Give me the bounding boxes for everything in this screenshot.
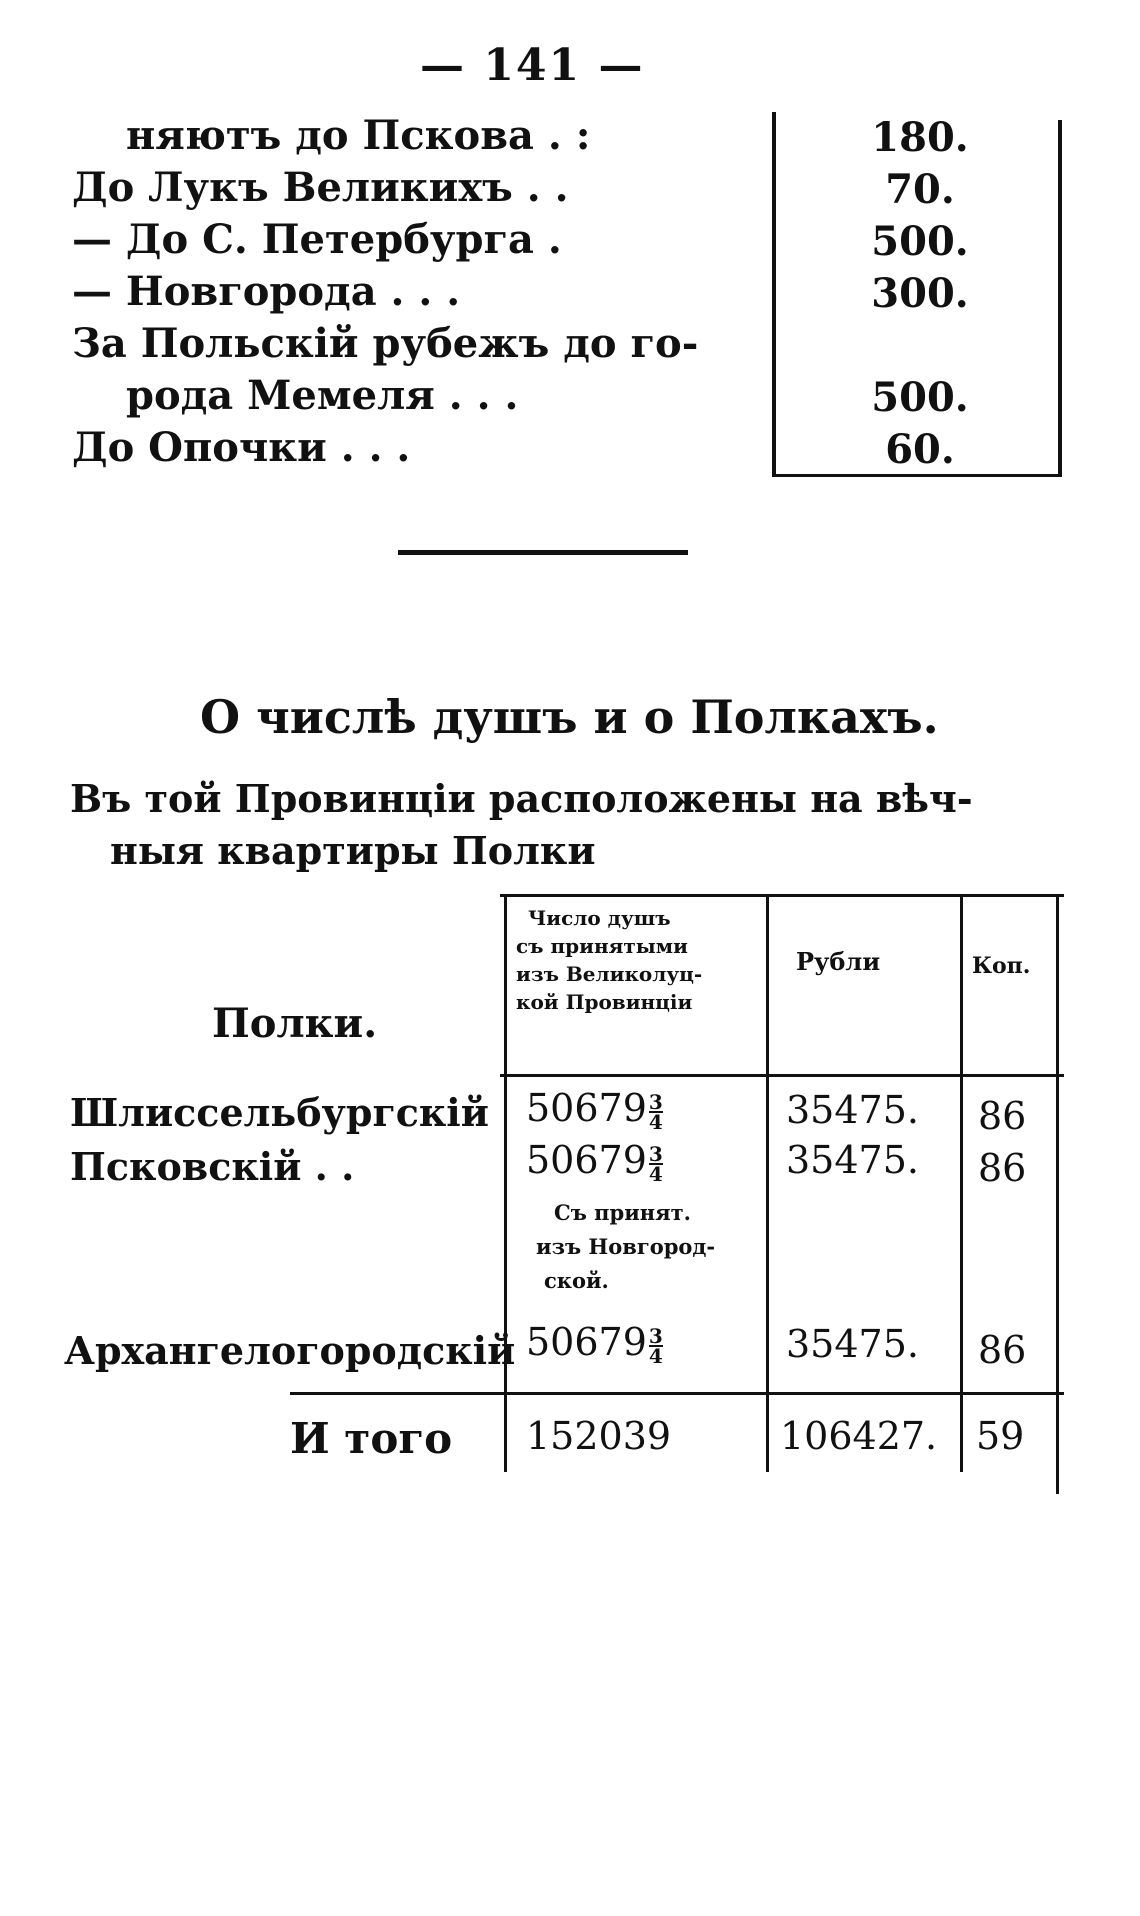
page-number: — 141 — <box>420 40 645 91</box>
table-note: Съ принят. изъ Новгород- ской. <box>536 1200 716 1293</box>
table-row-rubles: 35475. <box>786 1088 919 1132</box>
distance-label: За Польскій рубежъ до го- <box>72 320 699 367</box>
table-row-souls: 50679 $\frac{3}{4}$ <box>526 1086 663 1134</box>
distance-label: — Новгорода . . . <box>72 268 461 315</box>
total-rubles: 106427. <box>780 1414 938 1458</box>
header-regiments: Полки. <box>212 1000 378 1047</box>
table-rule <box>500 894 1064 897</box>
table-rule <box>960 894 963 1472</box>
distance-value: 70. <box>885 166 955 213</box>
section-divider <box>398 550 688 555</box>
distance-label: рода Мемеля . . . <box>126 372 519 419</box>
column-rule <box>772 474 1062 477</box>
table-rule <box>766 894 769 1472</box>
intro-text: ныя квартиры Полки <box>110 828 596 873</box>
fraction: $\frac{3}{4}$ <box>648 1323 663 1368</box>
column-rule <box>772 112 776 474</box>
table-row-kopecks: 86 <box>978 1328 1027 1372</box>
distance-value: 300. <box>871 270 969 317</box>
table-row-name: Архангелогородскій <box>64 1328 516 1373</box>
header-rubles: Рубли <box>796 947 881 976</box>
table-rule <box>290 1392 1064 1395</box>
table-row-name: Псковскій . . <box>70 1144 355 1189</box>
intro-text: Въ той Провинціи расположены на вѣч- <box>70 776 973 821</box>
distance-label: До Лукъ Великихъ . . <box>72 164 569 211</box>
table-row-kopecks: 86 <box>978 1094 1027 1138</box>
distance-value: 500. <box>871 374 969 421</box>
total-souls: 152039 <box>526 1414 672 1458</box>
total-kopecks: 59 <box>976 1414 1025 1458</box>
table-rule <box>504 894 507 1472</box>
section-title: О числѣ душъ и о Полкахъ. <box>200 690 939 744</box>
table-row-rubles: 35475. <box>786 1138 919 1182</box>
distance-label: До Опочки . . . <box>72 424 411 471</box>
distance-value: 500. <box>871 218 969 265</box>
total-label: И того <box>290 1414 453 1463</box>
distance-value: 180. <box>871 114 969 161</box>
fraction: $\frac{3}{4}$ <box>648 1089 663 1134</box>
table-row-souls: 50679 $\frac{3}{4}$ <box>526 1320 663 1368</box>
header-souls: Число душъ съ принятыми изъ Великолуц- кой Провинціи <box>516 906 703 1014</box>
distance-value: 60. <box>885 426 955 473</box>
fraction: $\frac{3}{4}$ <box>648 1141 663 1186</box>
table-row-name: Шлиссельбургскій <box>70 1090 489 1135</box>
table-rule <box>1056 894 1059 1494</box>
table-row-kopecks: 86 <box>978 1146 1027 1190</box>
column-rule <box>1058 120 1062 476</box>
distance-label: — До С. Петербурга . <box>72 216 562 263</box>
table-row-souls: 50679 $\frac{3}{4}$ <box>526 1138 663 1186</box>
header-kopecks: Коп. <box>972 953 1031 979</box>
table-row-rubles: 35475. <box>786 1322 919 1366</box>
distance-label: няютъ до Пскова . : <box>126 112 591 159</box>
table-rule <box>500 1074 1064 1077</box>
